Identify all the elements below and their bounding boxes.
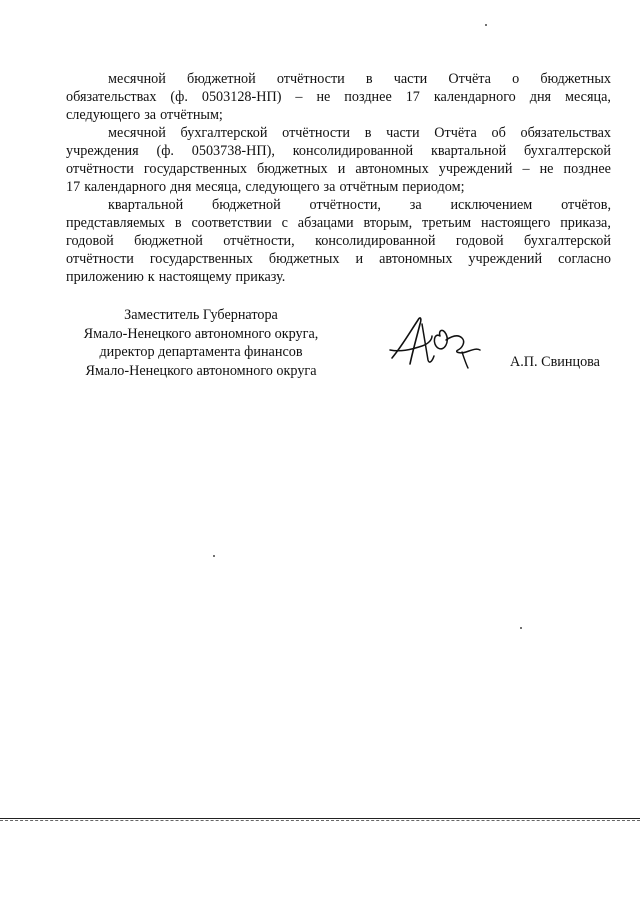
- text-line: [66, 88, 611, 106]
- paragraph: [66, 124, 611, 196]
- word: приказу.: [235, 269, 286, 285]
- word: –: [295, 89, 303, 105]
- word: части: [393, 71, 428, 87]
- page-bottom-rule-secondary: [0, 820, 640, 821]
- word: бухгалтерской: [524, 143, 611, 159]
- word: –: [522, 161, 530, 177]
- word: 17: [405, 89, 420, 105]
- word: календарного: [433, 89, 516, 105]
- word: государственных: [149, 251, 253, 267]
- word: бюджетных: [268, 251, 340, 267]
- word: не: [316, 89, 331, 105]
- signatory-title-line: Заместитель Губернатора: [124, 307, 278, 323]
- word: настоящего: [480, 215, 551, 231]
- word: абзацами: [297, 215, 354, 231]
- word: месяца,: [195, 179, 242, 195]
- word: учреждений: [468, 251, 543, 267]
- word: учреждения: [66, 143, 139, 159]
- word: в: [364, 125, 372, 141]
- word: отчётным;: [160, 107, 223, 123]
- word: месячной: [108, 125, 166, 141]
- word: бухгалтерской: [180, 125, 268, 141]
- word: отчётов,: [561, 197, 611, 213]
- page-bottom-rule: [0, 818, 640, 819]
- word: приказа,: [560, 215, 611, 231]
- word: отчётности,: [309, 197, 381, 213]
- word: отчётности: [282, 125, 351, 141]
- word: дня: [529, 89, 552, 105]
- signatory-title-block: [66, 306, 336, 380]
- word: за: [144, 107, 157, 123]
- word: позднее: [563, 161, 611, 177]
- word: (ф.: [156, 143, 174, 159]
- word: 0503128-НП): [201, 89, 282, 105]
- word: соответствии: [191, 215, 272, 231]
- text-line: [66, 124, 611, 142]
- word: в: [174, 215, 182, 231]
- word: месячной: [108, 71, 166, 87]
- word: автономных: [379, 251, 453, 267]
- text-line: [66, 178, 611, 196]
- word: годовой: [455, 233, 504, 249]
- word: и: [355, 251, 364, 267]
- word: согласно: [558, 251, 611, 267]
- text-line: [66, 142, 611, 160]
- word: вторым,: [363, 215, 413, 231]
- word: о: [512, 71, 520, 87]
- word: автономных: [355, 161, 429, 177]
- text-line: [66, 160, 611, 178]
- text-line: [66, 268, 611, 286]
- word: бухгалтерской: [524, 233, 611, 249]
- text-line: [66, 106, 611, 124]
- word: бюджетных: [540, 71, 611, 87]
- word: исключением: [450, 197, 533, 213]
- scan-speck: [520, 627, 522, 629]
- word: дня: [170, 179, 192, 195]
- word: части: [386, 125, 420, 141]
- text-line: [66, 196, 611, 214]
- word: учреждений: [438, 161, 513, 177]
- word: позднее: [344, 89, 392, 105]
- word: обязательствах: [520, 125, 611, 141]
- signatory-title-line: Ямало-Ненецкого автономного округа,: [83, 325, 319, 342]
- word: в: [365, 71, 373, 87]
- scan-speck: [485, 24, 487, 26]
- text-line: [66, 70, 611, 88]
- word: бюджетной: [212, 197, 281, 213]
- paragraph: [66, 196, 611, 286]
- word: бюджетных: [257, 161, 328, 177]
- word: отчётности: [66, 251, 134, 267]
- word: государственных: [143, 161, 247, 177]
- handwritten-signature: [388, 310, 488, 372]
- word: бюджетной: [187, 71, 256, 87]
- word: периодом;: [402, 179, 465, 195]
- word: Отчёта: [448, 71, 491, 87]
- word: и: [337, 161, 346, 177]
- word: обязательствах: [66, 89, 157, 105]
- word: приложению: [66, 269, 144, 285]
- word: с: [281, 215, 288, 231]
- word: консолидированной: [292, 143, 414, 159]
- word: следующего: [245, 179, 320, 195]
- signatory-title-line: Ямало-Ненецкого автономного округа: [85, 362, 317, 379]
- text-line: [66, 232, 611, 250]
- word: за: [323, 179, 336, 195]
- word: представляемых: [66, 215, 166, 231]
- word: настоящему: [158, 269, 232, 285]
- text-line: [66, 214, 611, 232]
- word: к: [147, 269, 155, 285]
- paragraph: [66, 70, 611, 124]
- word: следующего: [66, 107, 141, 123]
- signatory-title-line: директор департамента финансов: [99, 344, 303, 360]
- word: третьим: [422, 215, 472, 231]
- word: квартальной: [430, 143, 507, 159]
- word: 17: [66, 179, 81, 195]
- word: за: [409, 197, 422, 213]
- word: месяца,: [565, 89, 611, 105]
- word: бюджетной: [134, 233, 203, 249]
- word: отчётности,: [223, 233, 295, 249]
- word: консолидированной: [315, 233, 436, 249]
- word: отчётности: [66, 161, 134, 177]
- text-line: [66, 250, 611, 268]
- word: календарного: [84, 179, 167, 195]
- word: 0503738-НП),: [191, 143, 275, 159]
- signer-name: А.П. Свинцова: [510, 354, 600, 370]
- word: отчётности: [276, 71, 345, 87]
- word: квартальной: [108, 197, 184, 213]
- word: (ф.: [170, 89, 188, 105]
- scan-speck: [213, 555, 215, 557]
- word: отчётным: [339, 179, 399, 195]
- document-body: [66, 70, 611, 286]
- word: не: [539, 161, 554, 177]
- word: об: [491, 125, 506, 141]
- word: Отчёта: [434, 125, 477, 141]
- word: годовой: [66, 233, 114, 249]
